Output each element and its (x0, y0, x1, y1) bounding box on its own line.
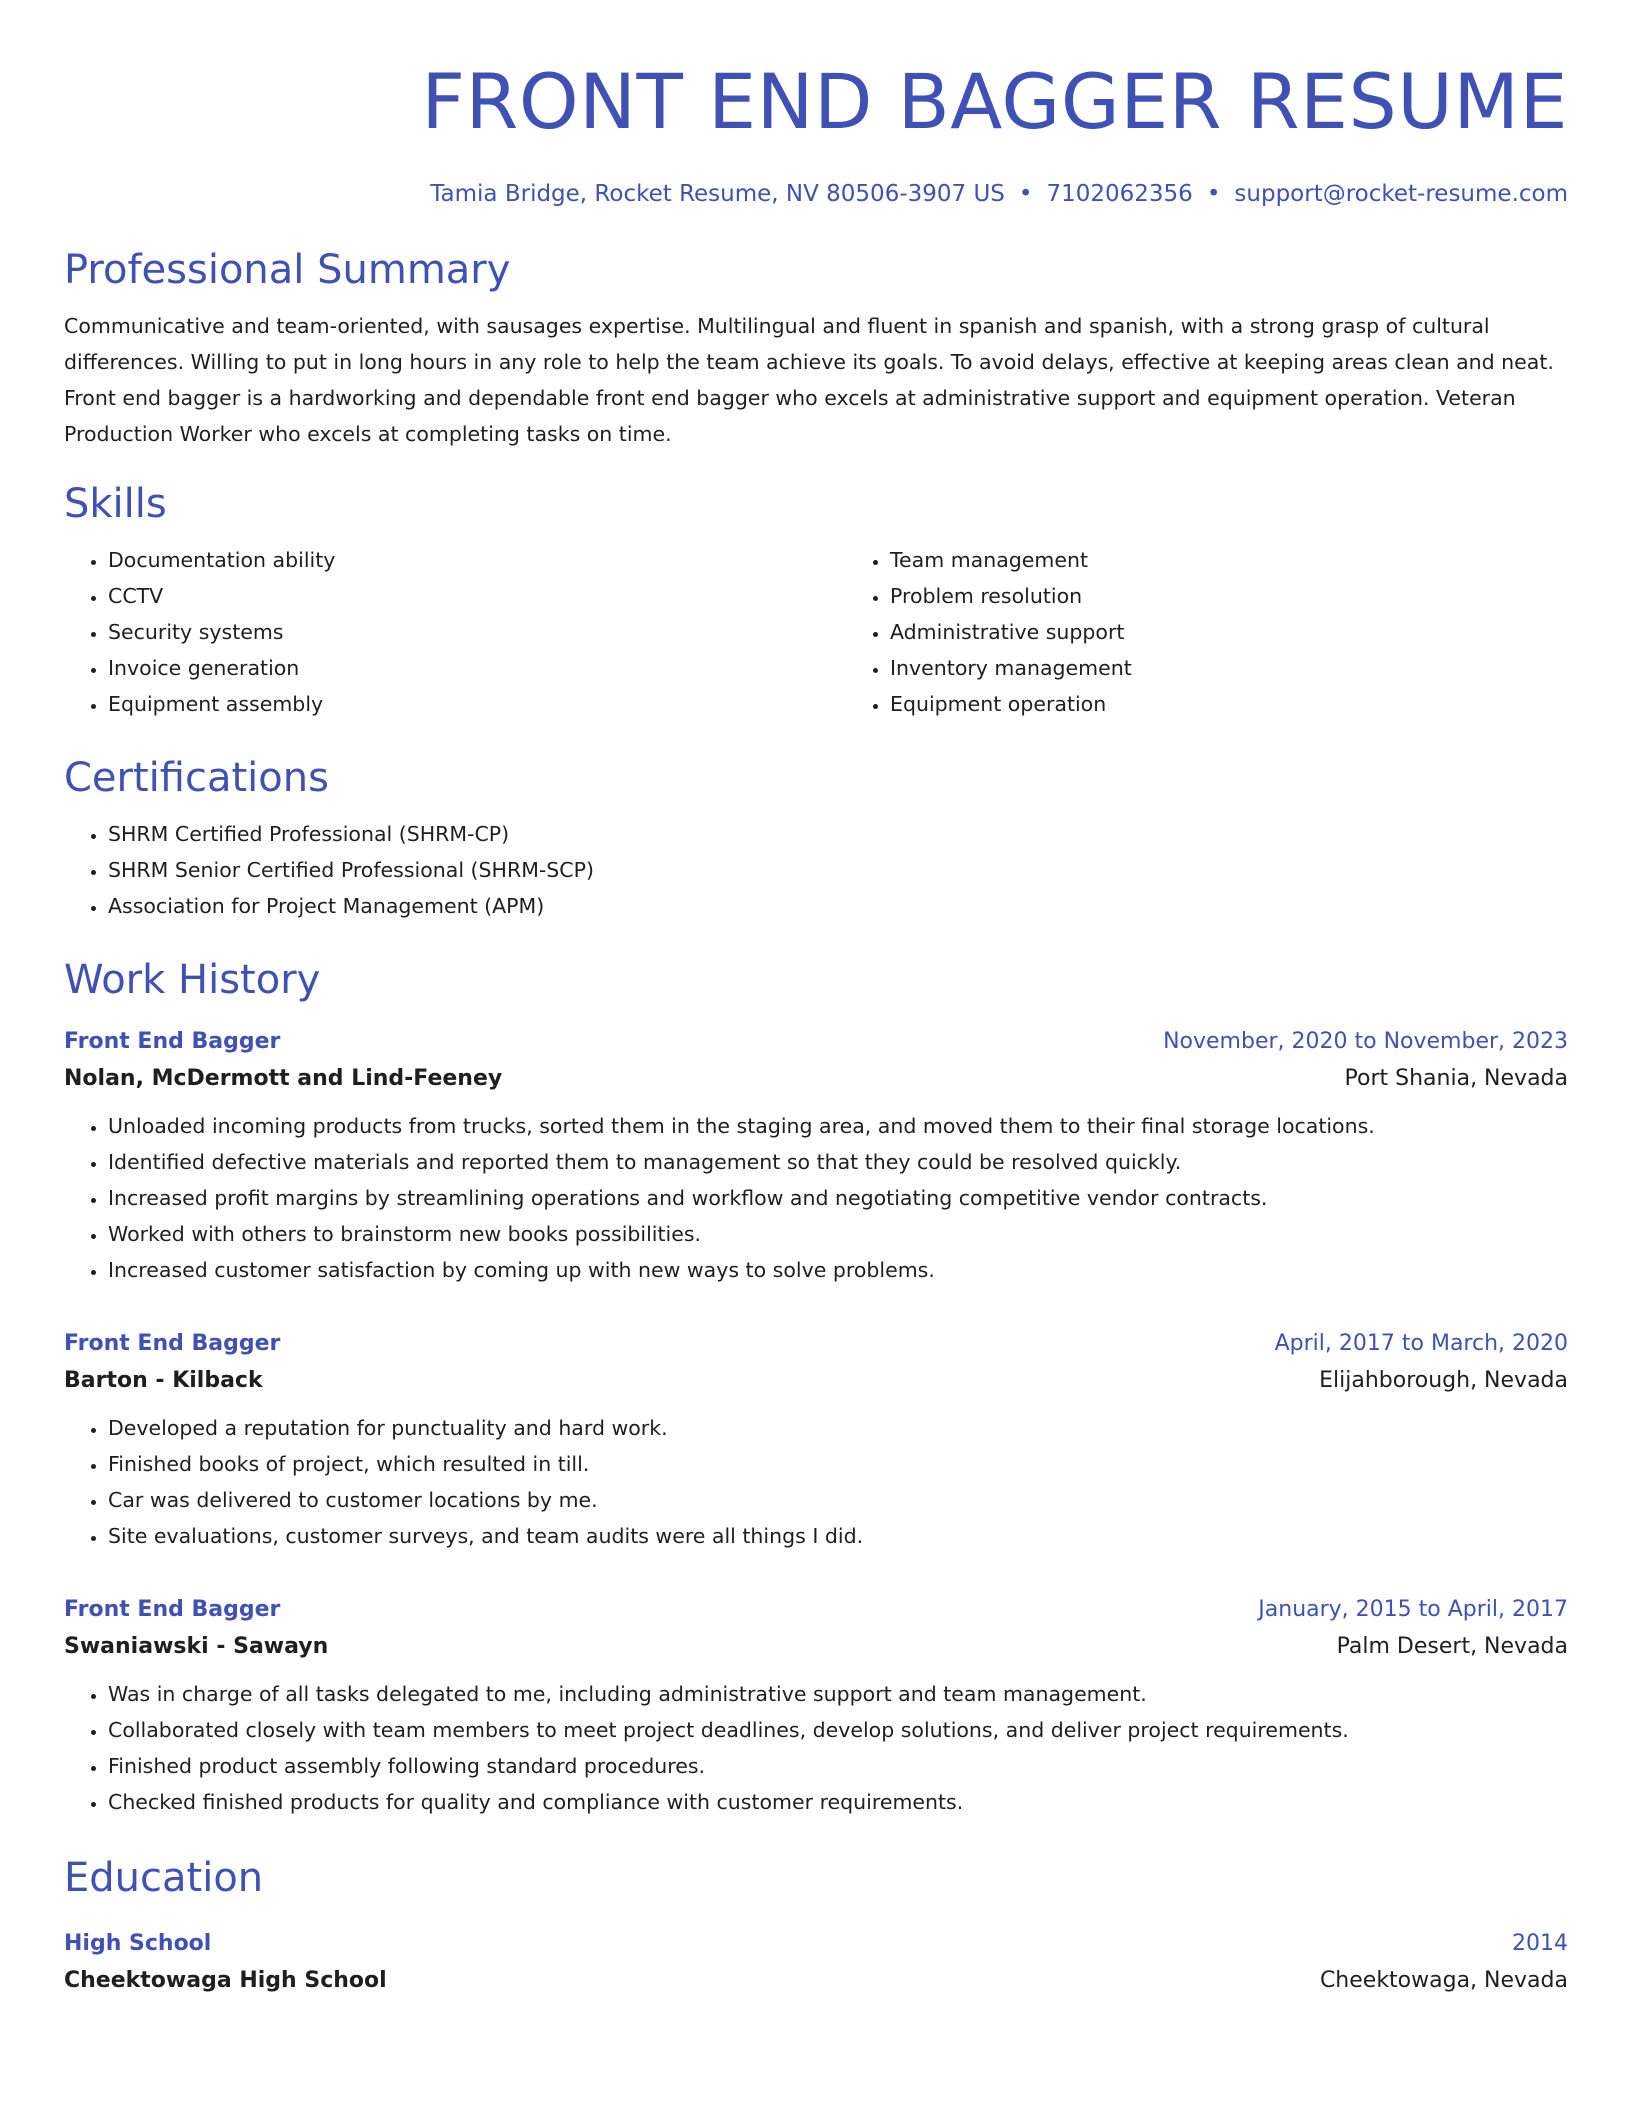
certifications-list (64, 816, 1568, 924)
job-title-row (64, 1592, 1568, 1628)
skill-item: • Inventory management (890, 650, 1132, 686)
job-title-row (64, 1024, 1568, 1060)
job-dates: November, 2020 to November, 2023 (1163, 1029, 1568, 1054)
job-entry (64, 1326, 1568, 1554)
job-bullet: • Unloaded incoming products from trucks, sorted them in the staging area, and moved them to their final storage locations. (108, 1108, 1568, 1144)
contact-email[interactable]: support@rocket-resume.com (1234, 181, 1568, 207)
job-location: Palm Desert, Nevada (1336, 1634, 1568, 1659)
contact-phone[interactable]: 7102062356 (1046, 181, 1193, 207)
skill-item: • Problem resolution (890, 578, 1132, 614)
education-heading: Education (64, 1855, 264, 1901)
job-dates: April, 2017 to March, 2020 (1274, 1331, 1568, 1356)
summary-text: Communicative and team-oriented, with sausages expertise. Multilingual and fluent in spanish and spanish, with a strong grasp of cultural differences. Willing to put in long hours in any role to help the team achieve its goals. To avoid delays, effective at keeping areas clean and neat. Front end bagger is a hardworking and dependable front end bagger who excels at administrative support and equipment operation. Veteran Production Worker who excels at completing tasks on time. (64, 314, 1554, 446)
skill-item: • Invoice generation (108, 650, 846, 686)
job-bullet: • Increased profit margins by streamlining operations and workflow and negotiating competitive vendor contracts. (108, 1180, 1568, 1216)
certifications-heading: Certifications (64, 755, 329, 801)
job-bullet: • Identified defective materials and reported them to management so that they could be resolved quickly. (108, 1144, 1568, 1180)
job-employer: Barton - Kilback (64, 1368, 263, 1393)
education-section (64, 1852, 1568, 2000)
job-bullet: • Site evaluations, customer surveys, and team audits were all things I did. (108, 1518, 1568, 1554)
skills-list-left (64, 542, 846, 722)
education-entry (64, 1926, 1568, 2000)
contact-separator: • (1206, 181, 1221, 207)
job-bullet: • Car was delivered to customer locations by me. (108, 1482, 1568, 1518)
job-bullet: • Was in charge of all tasks delegated to me, including administrative support and team management. (108, 1676, 1568, 1712)
skill-item: • Security systems (108, 614, 846, 650)
skills-grid (64, 542, 1568, 722)
summary-heading: Professional Summary (64, 247, 511, 293)
job-dates: January, 2015 to April, 2017 (1258, 1597, 1568, 1622)
job-bullet: • Finished product assembly following standard procedures. (108, 1748, 1568, 1784)
certifications-section (64, 752, 1568, 924)
certification-item: • SHRM Senior Certified Professional (SHRM-SCP) (108, 852, 1568, 888)
education-year: 2014 (1512, 1931, 1568, 1956)
work-history-heading: Work History (64, 957, 321, 1003)
skill-item: • CCTV (108, 578, 846, 614)
skill-item: • Team management (890, 542, 1132, 578)
education-school: Cheektowaga High School (64, 1968, 387, 1993)
job-bullet: • Developed a reputation for punctuality and hard work. (108, 1410, 1568, 1446)
skill-item: • Administrative support (890, 614, 1132, 650)
job-employer-row (64, 1362, 1568, 1400)
contact-address: Tamia Bridge, Rocket Resume, NV 80506-3907 US (430, 181, 1005, 207)
job-title-row (64, 1326, 1568, 1362)
job-location: Port Shania, Nevada (1344, 1066, 1568, 1091)
job-bullets (64, 1676, 1568, 1820)
skills-heading: Skills (64, 481, 167, 527)
work-history-section (64, 954, 1568, 1820)
job-bullets (64, 1410, 1568, 1554)
job-entry (64, 1592, 1568, 1820)
job-bullet: • Increased customer satisfaction by coming up with new ways to solve problems. (108, 1252, 1568, 1288)
job-location: Elijahborough, Nevada (1319, 1368, 1568, 1393)
education-school-row (64, 1962, 1568, 2000)
certification-item: • Association for Project Management (APM) (108, 888, 1568, 924)
job-employer-row (64, 1060, 1568, 1098)
job-title: Front End Bagger (64, 1331, 281, 1356)
job-title: Front End Bagger (64, 1029, 281, 1054)
skill-item: • Equipment assembly (108, 686, 846, 722)
certification-item: • SHRM Certified Professional (SHRM-CP) (108, 816, 1568, 852)
skill-item: • Equipment operation (890, 686, 1132, 722)
skill-item: • Documentation ability (108, 542, 846, 578)
job-entry (64, 1024, 1568, 1288)
skills-section (64, 478, 1568, 722)
resume-header (64, 54, 1568, 210)
job-bullet: • Checked finished products for quality and compliance with customer requirements. (108, 1784, 1568, 1820)
contact-line (64, 178, 1568, 210)
education-degree: High School (64, 1931, 212, 1956)
resume-title: FRONT END BAGGER RESUME (421, 57, 1568, 146)
contact-separator: • (1018, 181, 1033, 207)
education-location: Cheektowaga, Nevada (1319, 1968, 1568, 1993)
summary-section (64, 244, 1568, 452)
job-bullets (64, 1108, 1568, 1288)
job-bullet: • Finished books of project, which resulted in till. (108, 1446, 1568, 1482)
job-bullet: • Collaborated closely with team members to meet project deadlines, develop solutions, and deliver project requirements. (108, 1712, 1568, 1748)
education-degree-row (64, 1926, 1568, 1962)
job-bullet: • Worked with others to brainstorm new books possibilities. (108, 1216, 1568, 1252)
job-employer-row (64, 1628, 1568, 1666)
job-employer: Swaniawski - Sawayn (64, 1634, 329, 1659)
job-employer: Nolan, McDermott and Lind-Feeney (64, 1066, 503, 1091)
skills-list-right (846, 542, 1132, 722)
job-title: Front End Bagger (64, 1597, 281, 1622)
